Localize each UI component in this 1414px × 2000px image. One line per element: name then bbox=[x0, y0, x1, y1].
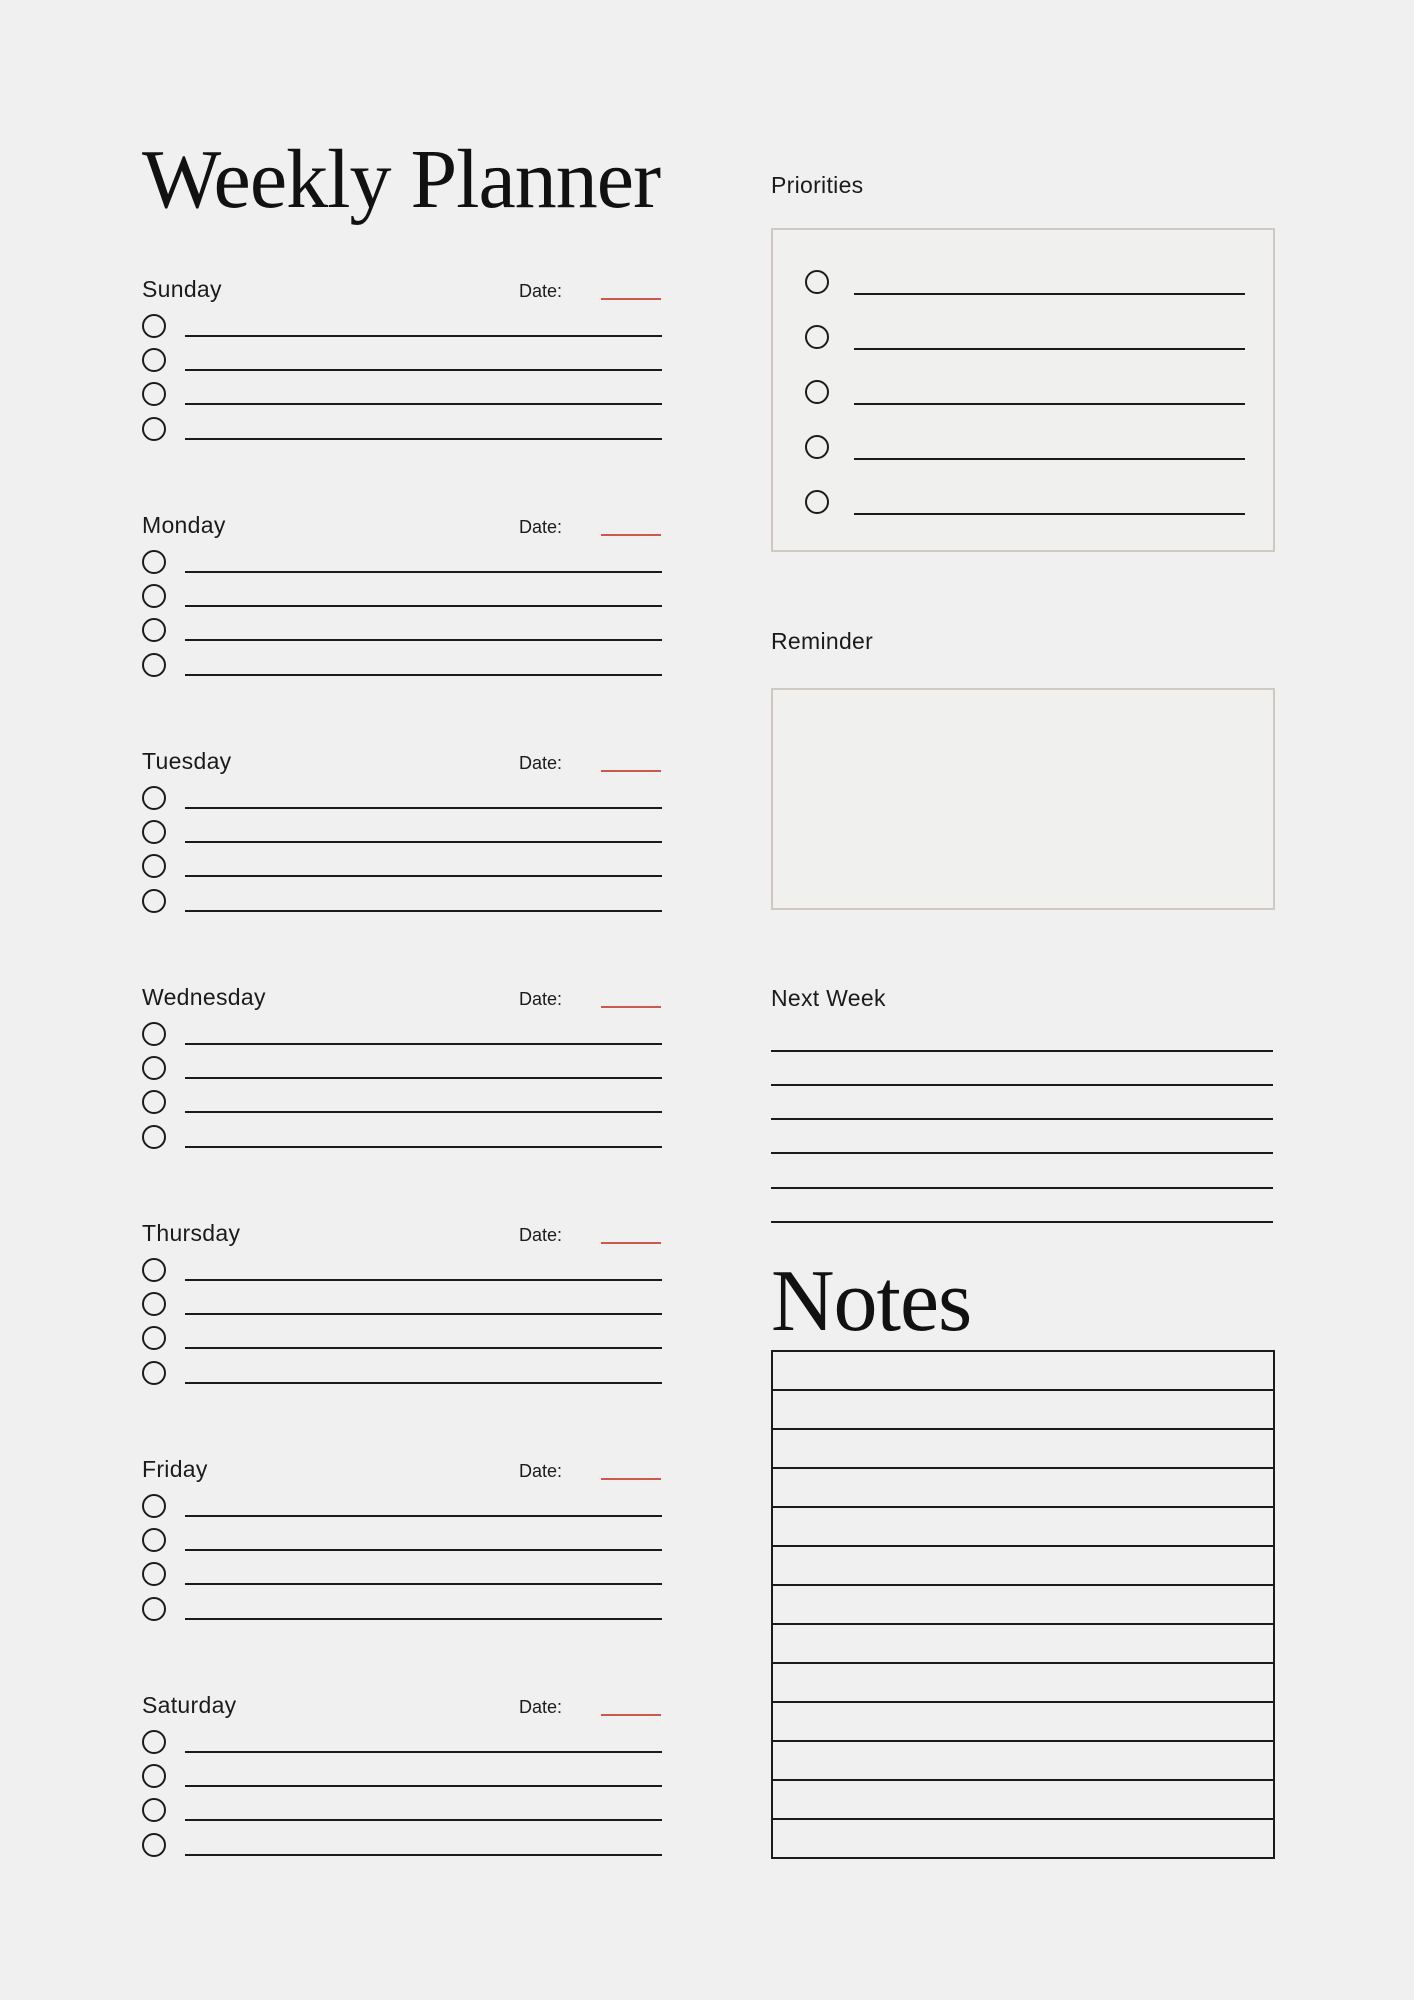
reminder-heading: Reminder bbox=[771, 628, 874, 654]
checkbox-circle-icon[interactable] bbox=[142, 1125, 166, 1149]
priority-row[interactable] bbox=[805, 490, 1245, 520]
checkbox-circle-icon[interactable] bbox=[142, 854, 166, 878]
notes-heading: Notes bbox=[771, 1253, 972, 1350]
notes-row[interactable] bbox=[773, 1352, 1273, 1391]
date-label: Date: bbox=[519, 1461, 563, 1481]
checkbox-circle-icon[interactable] bbox=[142, 314, 166, 338]
task-line[interactable] bbox=[185, 639, 662, 641]
task-line[interactable] bbox=[185, 1785, 662, 1787]
task-line[interactable] bbox=[185, 875, 662, 877]
date-field[interactable] bbox=[601, 534, 661, 536]
next-week-line[interactable] bbox=[771, 1050, 1273, 1052]
page-title: Weekly Planner bbox=[142, 133, 661, 226]
task-line[interactable] bbox=[185, 1751, 662, 1753]
task-line[interactable] bbox=[185, 1618, 662, 1620]
notes-row[interactable] bbox=[773, 1781, 1273, 1820]
checkbox-circle-icon[interactable] bbox=[142, 1833, 166, 1857]
date-field[interactable] bbox=[601, 1478, 661, 1480]
task-line[interactable] bbox=[185, 571, 662, 573]
task-line[interactable] bbox=[185, 1854, 662, 1856]
notes-row[interactable] bbox=[773, 1625, 1273, 1664]
checkbox-circle-icon[interactable] bbox=[142, 1528, 166, 1552]
date-field[interactable] bbox=[601, 1006, 661, 1008]
task-row[interactable] bbox=[142, 1597, 662, 1627]
task-line[interactable] bbox=[185, 1515, 662, 1517]
task-row[interactable] bbox=[142, 382, 662, 412]
day-name: Friday bbox=[142, 1456, 208, 1482]
checkbox-circle-icon[interactable] bbox=[805, 380, 829, 404]
next-week-line[interactable] bbox=[771, 1118, 1273, 1120]
notes-row[interactable] bbox=[773, 1664, 1273, 1703]
day-name: Wednesday bbox=[142, 984, 266, 1010]
task-row[interactable] bbox=[142, 1292, 662, 1322]
task-line[interactable] bbox=[185, 335, 662, 337]
priorities-heading: Priorities bbox=[771, 172, 864, 198]
checkbox-circle-icon[interactable] bbox=[142, 820, 166, 844]
priorities-box bbox=[771, 228, 1275, 552]
task-row[interactable] bbox=[142, 417, 662, 447]
task-row[interactable] bbox=[142, 1730, 662, 1760]
next-week-line[interactable] bbox=[771, 1187, 1273, 1189]
notes-row[interactable] bbox=[773, 1586, 1273, 1625]
date-field[interactable] bbox=[601, 1242, 661, 1244]
checkbox-circle-icon[interactable] bbox=[142, 1361, 166, 1385]
task-row[interactable] bbox=[142, 1833, 662, 1863]
task-line[interactable] bbox=[185, 1583, 662, 1585]
day-friday bbox=[142, 1456, 662, 1656]
date-field[interactable] bbox=[601, 298, 661, 300]
checkbox-circle-icon[interactable] bbox=[142, 1326, 166, 1350]
task-line[interactable] bbox=[185, 1077, 662, 1079]
notes-row[interactable] bbox=[773, 1391, 1273, 1430]
notes-row[interactable] bbox=[773, 1430, 1273, 1469]
priority-row[interactable] bbox=[805, 380, 1245, 410]
task-line[interactable] bbox=[185, 1549, 662, 1551]
task-row[interactable] bbox=[142, 1326, 662, 1356]
task-row[interactable] bbox=[142, 1764, 662, 1794]
checkbox-circle-icon[interactable] bbox=[142, 348, 166, 372]
task-line[interactable] bbox=[185, 1043, 662, 1045]
checkbox-circle-icon[interactable] bbox=[142, 653, 166, 677]
checkbox-circle-icon[interactable] bbox=[142, 1730, 166, 1754]
task-row[interactable] bbox=[142, 1090, 662, 1120]
checkbox-circle-icon[interactable] bbox=[142, 382, 166, 406]
checkbox-circle-icon[interactable] bbox=[142, 786, 166, 810]
task-line[interactable] bbox=[185, 1382, 662, 1384]
checkbox-circle-icon[interactable] bbox=[805, 490, 829, 514]
checkbox-circle-icon[interactable] bbox=[142, 1494, 166, 1518]
reminder-box[interactable] bbox=[771, 688, 1275, 910]
task-row[interactable] bbox=[142, 1494, 662, 1524]
priority-row[interactable] bbox=[805, 435, 1245, 465]
notes-row[interactable] bbox=[773, 1508, 1273, 1547]
date-label: Date: bbox=[519, 281, 563, 301]
priority-row[interactable] bbox=[805, 270, 1245, 300]
task-line[interactable] bbox=[185, 1111, 662, 1113]
date-field[interactable] bbox=[601, 1714, 661, 1716]
day-name: Sunday bbox=[142, 276, 222, 302]
day-name: Tuesday bbox=[142, 748, 232, 774]
task-line[interactable] bbox=[185, 369, 662, 371]
priority-line[interactable] bbox=[854, 403, 1245, 405]
notes-row[interactable] bbox=[773, 1820, 1273, 1859]
checkbox-circle-icon[interactable] bbox=[142, 1764, 166, 1788]
priority-line[interactable] bbox=[854, 458, 1245, 460]
checkbox-circle-icon[interactable] bbox=[142, 889, 166, 913]
task-row[interactable] bbox=[142, 618, 662, 648]
task-row[interactable] bbox=[142, 348, 662, 378]
day-monday bbox=[142, 512, 662, 712]
day-name: Thursday bbox=[142, 1220, 241, 1246]
checkbox-circle-icon[interactable] bbox=[805, 325, 829, 349]
checkbox-circle-icon[interactable] bbox=[142, 618, 166, 642]
task-row[interactable] bbox=[142, 889, 662, 919]
checkbox-circle-icon[interactable] bbox=[142, 1597, 166, 1621]
next-week-heading: Next Week bbox=[771, 985, 886, 1011]
day-tuesday bbox=[142, 748, 662, 948]
task-line[interactable] bbox=[185, 674, 662, 676]
priority-row[interactable] bbox=[805, 325, 1245, 355]
task-row[interactable] bbox=[142, 1258, 662, 1288]
task-line[interactable] bbox=[185, 1146, 662, 1148]
task-line[interactable] bbox=[185, 1313, 662, 1315]
task-line[interactable] bbox=[185, 1347, 662, 1349]
task-row[interactable] bbox=[142, 1562, 662, 1592]
date-label: Date: bbox=[519, 1225, 563, 1245]
date-label: Date: bbox=[519, 753, 563, 773]
task-row[interactable] bbox=[142, 1798, 662, 1828]
day-thursday bbox=[142, 1220, 662, 1420]
day-saturday bbox=[142, 1692, 662, 1892]
task-row[interactable] bbox=[142, 786, 662, 816]
task-row[interactable] bbox=[142, 1056, 662, 1086]
task-row[interactable] bbox=[142, 653, 662, 683]
checkbox-circle-icon[interactable] bbox=[142, 1090, 166, 1114]
checkbox-circle-icon[interactable] bbox=[805, 435, 829, 459]
date-label: Date: bbox=[519, 1697, 563, 1717]
checkbox-circle-icon[interactable] bbox=[142, 417, 166, 441]
task-line[interactable] bbox=[185, 841, 662, 843]
next-week-line[interactable] bbox=[771, 1221, 1273, 1223]
priority-line[interactable] bbox=[854, 293, 1245, 295]
task-row[interactable] bbox=[142, 820, 662, 850]
task-row[interactable] bbox=[142, 854, 662, 884]
notes-row[interactable] bbox=[773, 1547, 1273, 1586]
priority-line[interactable] bbox=[854, 513, 1245, 515]
next-week-line[interactable] bbox=[771, 1152, 1273, 1154]
checkbox-circle-icon[interactable] bbox=[142, 1258, 166, 1282]
priority-line[interactable] bbox=[854, 348, 1245, 350]
checkbox-circle-icon[interactable] bbox=[142, 1798, 166, 1822]
task-row[interactable] bbox=[142, 1022, 662, 1052]
date-field[interactable] bbox=[601, 770, 661, 772]
notes-row[interactable] bbox=[773, 1469, 1273, 1508]
notes-row[interactable] bbox=[773, 1742, 1273, 1781]
checkbox-circle-icon[interactable] bbox=[142, 584, 166, 608]
checkbox-circle-icon[interactable] bbox=[142, 1292, 166, 1316]
task-row[interactable] bbox=[142, 1361, 662, 1391]
task-row[interactable] bbox=[142, 314, 662, 344]
task-line[interactable] bbox=[185, 605, 662, 607]
task-row[interactable] bbox=[142, 1125, 662, 1155]
task-row[interactable] bbox=[142, 550, 662, 580]
notes-row[interactable] bbox=[773, 1703, 1273, 1742]
next-week-line[interactable] bbox=[771, 1084, 1273, 1086]
date-label: Date: bbox=[519, 517, 563, 537]
checkbox-circle-icon[interactable] bbox=[142, 550, 166, 574]
task-line[interactable] bbox=[185, 403, 662, 405]
date-label: Date: bbox=[519, 989, 563, 1009]
task-row[interactable] bbox=[142, 584, 662, 614]
day-name: Monday bbox=[142, 512, 226, 538]
day-sunday bbox=[142, 276, 662, 476]
task-row[interactable] bbox=[142, 1528, 662, 1558]
task-line[interactable] bbox=[185, 1279, 662, 1281]
task-line[interactable] bbox=[185, 1819, 662, 1821]
checkbox-circle-icon[interactable] bbox=[142, 1562, 166, 1586]
task-line[interactable] bbox=[185, 438, 662, 440]
checkbox-circle-icon[interactable] bbox=[142, 1022, 166, 1046]
checkbox-circle-icon[interactable] bbox=[142, 1056, 166, 1080]
day-name: Saturday bbox=[142, 1692, 237, 1718]
task-line[interactable] bbox=[185, 910, 662, 912]
checkbox-circle-icon[interactable] bbox=[805, 270, 829, 294]
day-wednesday bbox=[142, 984, 662, 1184]
notes-grid bbox=[771, 1350, 1275, 1859]
task-line[interactable] bbox=[185, 807, 662, 809]
